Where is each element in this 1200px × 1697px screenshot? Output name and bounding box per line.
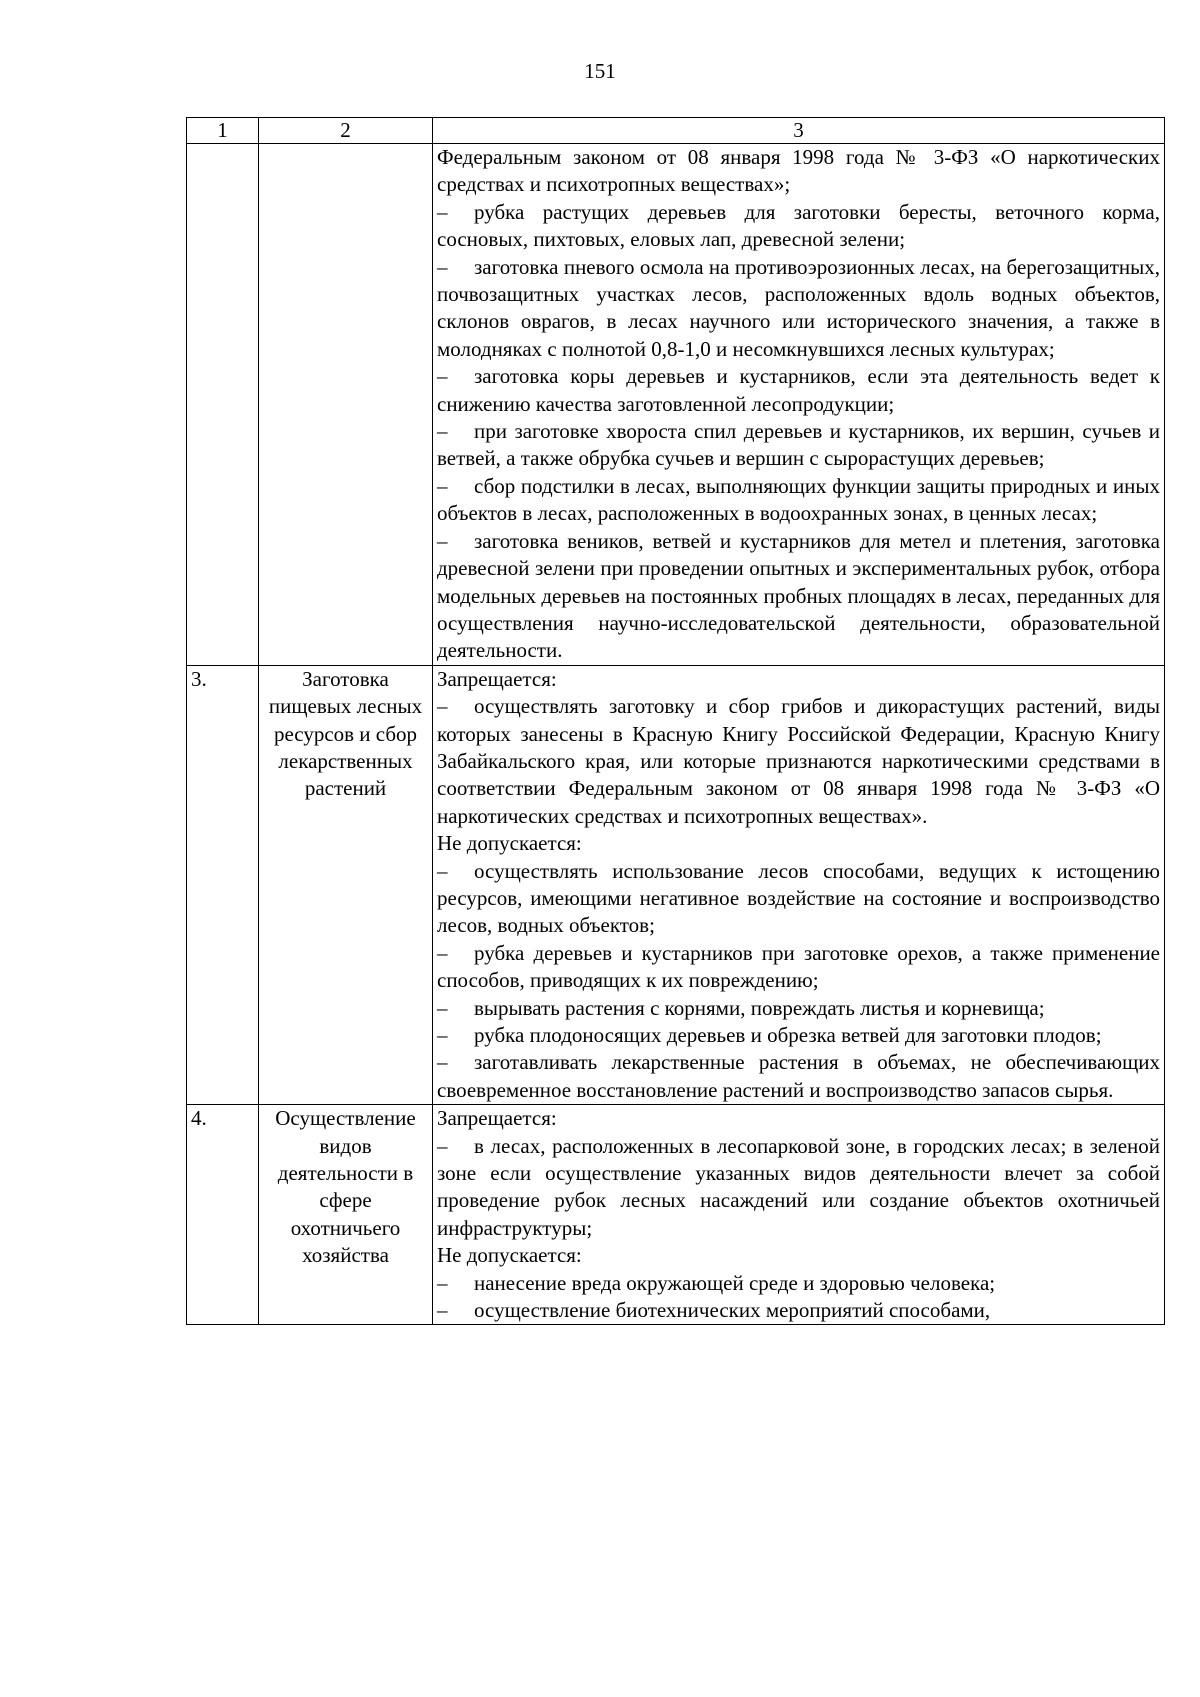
header-col-2: 2 xyxy=(259,118,433,144)
bullet-item xyxy=(437,940,1160,995)
dash-marker: – xyxy=(437,995,448,1020)
dash-marker: – xyxy=(437,1023,448,1047)
header-col-1: 1 xyxy=(187,118,259,144)
regulations-table xyxy=(186,117,1165,1325)
bullet-text: сбор подстилки в лесах, выполняющих функции защиты природных и иных объектов в лесах, расположенных в водоохранных зонах, в ценных лесах; xyxy=(437,473,1160,526)
section-heading: Запрещается: xyxy=(437,1106,557,1131)
bullet-item xyxy=(437,199,1160,254)
bullet-text: осуществлять заготовку и сбор грибов и дикорастущих растений, виды которых занесены в Красную Книгу Российской Федерации, Красную Книгу Забайкальского края, или которые признаются наркотическими средствами в соответствии Федеральным законом от 08 января 1998 года № 3-ФЗ «О наркотических средствах и психотропных веществах». xyxy=(437,694,1160,828)
dash-marker: – xyxy=(437,1050,448,1075)
restrictions-cell xyxy=(433,1105,1165,1325)
bullet-text: осуществлять использование лесов способами, ведущих к истощению ресурсов, имеющими негативное воздействие на состояние и воспроизводство лесов, водных объектов; xyxy=(437,858,1160,938)
restrictions-cell xyxy=(433,144,1165,666)
dash-marker: – xyxy=(437,694,448,719)
bullet-item xyxy=(437,418,1160,473)
bullet-text: нанесение вреда окружающей среде и здоровью человека; xyxy=(474,1270,996,1295)
dash-marker: – xyxy=(437,1133,448,1158)
bullet-text: заготавливать лекарственные растения в объемах, не обеспечивающих своевременное восстановление растений и воспроизводство запасов сырья. xyxy=(437,1050,1160,1102)
section-heading: Запрещается: xyxy=(437,666,557,691)
bullet-item xyxy=(437,858,1160,940)
activity-name xyxy=(259,144,433,666)
bullet-item xyxy=(437,1022,1160,1049)
bullet-text: рубка деревьев и кустарников при заготовке орехов, а также применение способов, приводящих к их повреждению; xyxy=(437,940,1160,993)
dash-marker: – xyxy=(437,419,448,444)
row-number xyxy=(187,144,259,666)
header-col-3: 3 xyxy=(433,118,1165,144)
dash-marker: – xyxy=(437,1298,448,1323)
activity-name: Осуществление видов деятельности в сфере охотничьего хозяйства xyxy=(259,1105,433,1325)
paragraph: Федеральным законом от 08 января 1998 года № 3-ФЗ «О наркотических средствах и психотропных веществах»; xyxy=(437,145,1160,197)
bullet-text: заготовка веников, ветвей и кустарников для метел и плетения, заготовка древесной зелени при проведении опытных и экспериментальных рубок, отбора модельных деревьев на постоянных пробных площадях в лесах, переданных для осуществления научно-исследовательской деятельности, образовательной деятельности. xyxy=(437,528,1161,663)
dash-marker: – xyxy=(437,199,448,224)
bullet-text: рубка плодоносящих деревьев и обрезка ветвей для заготовки плодов; xyxy=(474,1023,1102,1047)
dash-marker: – xyxy=(437,473,448,498)
bullet-text: при заготовке хвороста спил деревьев и кустарников, их вершин, сучьев и ветвей, а также обрубка сучьев и вершин с сырорастущих деревьев; xyxy=(437,419,1160,471)
activity-name: Заготовка пищевых лесных ресурсов и сбор лекарственных растений xyxy=(259,665,433,1105)
bullet-item xyxy=(437,473,1160,528)
dash-marker: – xyxy=(437,254,448,279)
table-row xyxy=(187,1105,1165,1325)
dash-marker: – xyxy=(437,364,448,389)
bullet-item xyxy=(437,363,1160,418)
row-number: 4. xyxy=(187,1105,259,1325)
bullet-item xyxy=(437,995,1160,1022)
bullet-item xyxy=(437,693,1160,830)
section-heading: Не допускается: xyxy=(437,831,582,856)
section-heading: Не допускается: xyxy=(437,1243,582,1268)
bullet-item xyxy=(437,1297,1160,1324)
bullet-item xyxy=(437,1270,1160,1297)
bullet-text: в лесах, расположенных в лесопарковой зоне, в городских лесах; в зеленой зоне если осуществление указанных видов деятельности влечет за собой проведение рубок лесных насаждений или создание объектов охотничьей инфраструктуры; xyxy=(437,1133,1160,1240)
page-number: 151 xyxy=(584,59,616,83)
dash-marker: – xyxy=(437,858,448,883)
bullet-item xyxy=(437,254,1160,364)
dash-marker: – xyxy=(437,940,448,965)
bullet-item xyxy=(437,1049,1160,1104)
bullet-item xyxy=(437,528,1160,665)
restrictions-cell xyxy=(433,665,1165,1105)
bullet-item xyxy=(437,1133,1160,1243)
bullet-text: осуществление биотехнических мероприятий способами, xyxy=(474,1298,991,1323)
table-header-row xyxy=(187,118,1165,144)
dash-marker: – xyxy=(437,1270,448,1295)
bullet-text: рубка растущих деревьев для заготовки бересты, веточного корма, сосновых, пихтовых, еловых лап, древесной зелени; xyxy=(437,199,1160,252)
table-row xyxy=(187,144,1165,666)
bullet-text: заготовка пневого осмола на противоэрозионных лесах, на берегозащитных, почвозащитных участках лесов, расположенных вдоль водных объектов, склонов оврагов, в лесах научного или исторического значения, а также в молодняках с полнотой 0,8-1,0 и несомкнувшихся лесных культурах; xyxy=(437,254,1160,361)
row-number: 3. xyxy=(187,665,259,1105)
dash-marker: – xyxy=(437,528,448,553)
bullet-text: заготовка коры деревьев и кустарников, если эта деятельность ведет к снижению качества заготовленной лесопродукции; xyxy=(437,364,1160,416)
table-row xyxy=(187,665,1165,1105)
bullet-text: вырывать растения с корнями, повреждать листья и корневища; xyxy=(474,995,1045,1020)
